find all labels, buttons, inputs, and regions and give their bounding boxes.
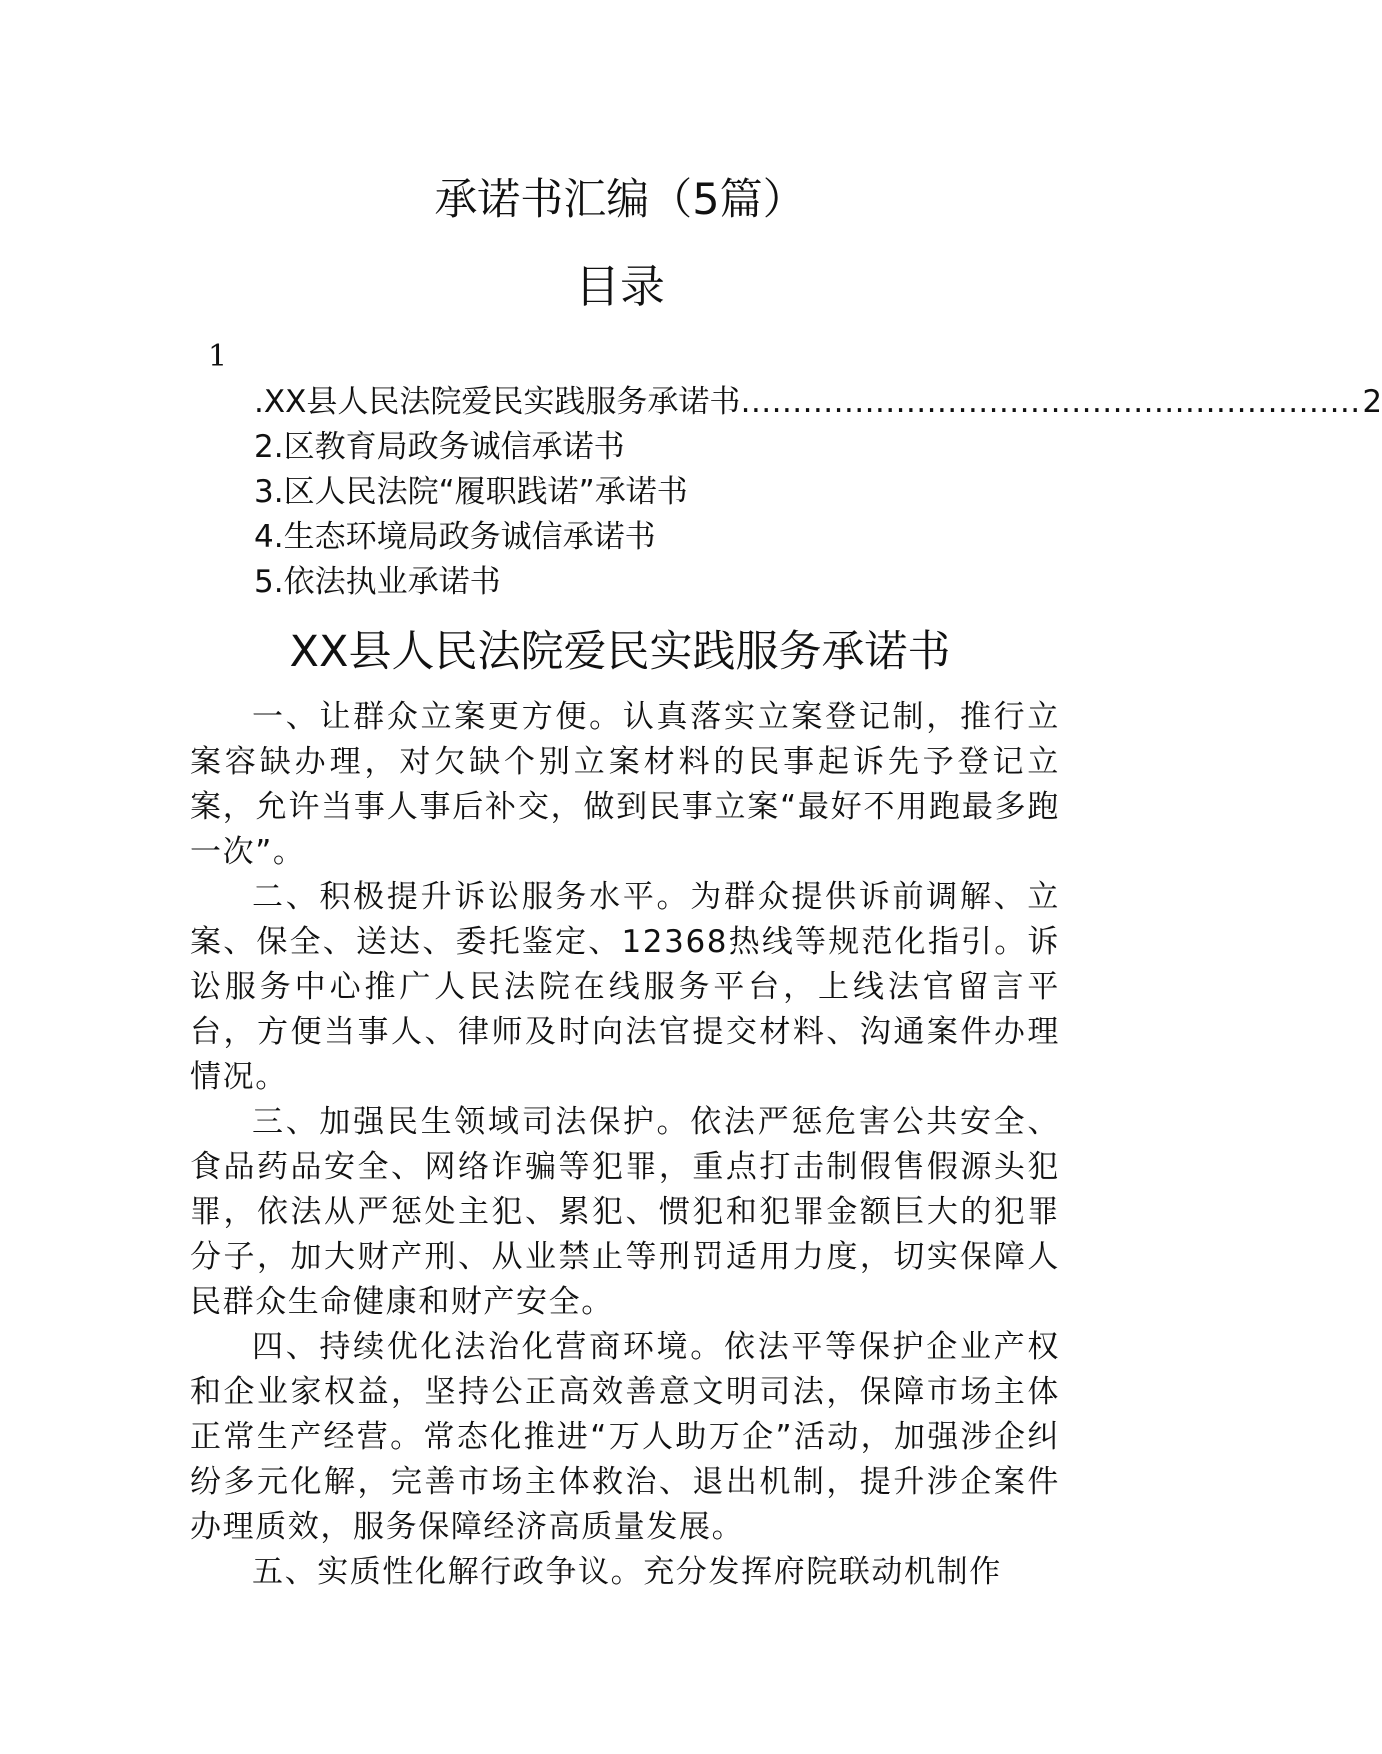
document-title: 承诺书汇编（5篇） <box>434 175 806 225</box>
toc-item-4[interactable] <box>254 515 1054 560</box>
toc-item-5[interactable] <box>254 560 1054 605</box>
page-marker: 1 <box>208 339 228 374</box>
body-paragraph: 四、持续优化法治化营商环境。依法平等保护企业产权和企业家权益，坚持公正高效善意文明司法，保障市场主体正常生产经营。常态化推进“万人助万企”活动，加强涉企纠纷多元化解，完善市场主体救治、退出机制，提升涉企案件办理质效，服务保障经济高质量发展。 <box>190 1329 1060 1545</box>
toc-item-label: 5.依法执业承诺书 <box>254 564 501 600</box>
toc-item-label: 2.区教育局政务诚信承诺书 <box>254 429 625 465</box>
section-title: XX县人民法院爱民实践服务承诺书 <box>289 627 951 677</box>
body-paragraph: 一、让群众立案更方便。认真落实立案登记制，推行立案容缺办理，对欠缺个别立案材料的民事起诉先予登记立案，允许当事人事后补交，做到民事立案“最好不用跑最多跑一次”。 <box>190 699 1060 870</box>
toc-heading: 目录 <box>574 260 665 313</box>
toc-item-label: 4.生态环境局政务诚信承诺书 <box>254 519 656 555</box>
body-paragraph: 三、加强民生领域司法保护。依法严惩危害公共安全、食品药品安全、网络诈骗等犯罪，重点打击制假售假源头犯罪，依法从严惩处主犯、累犯、惯犯和犯罪金额巨大的犯罪分子，加大财产刑、从业禁止等刑罚适用力度，切实保障人民群众生命健康和财产安全。 <box>190 1104 1060 1320</box>
body-paragraph: 二、积极提升诉讼服务水平。为群众提供诉前调解、立案、保全、送达、委托鉴定、12368热线等规范化指引。诉讼服务中心推广人民法院在线服务平台，上线法官留言平台，方便当事人、律师及时向法官提交材料、沟通案件办理情况。 <box>190 879 1060 1095</box>
toc-item-label: 3.区人民法院“履职践诺”承诺书 <box>254 474 688 510</box>
body-paragraph: 五、实质性化解行政争议。充分发挥府院联动机制作 <box>252 1554 1002 1590</box>
table-of-contents <box>254 380 1382 605</box>
toc-item-1[interactable] <box>254 380 1382 425</box>
toc-item-2[interactable] <box>254 425 1054 470</box>
section-body <box>190 695 1060 1595</box>
toc-leader-dots: …………………………………………………… <box>740 384 1361 420</box>
toc-item-3[interactable] <box>254 470 1054 515</box>
toc-item-page: 2 <box>1362 384 1382 420</box>
toc-item-label: .XX县人民法院爱民实践服务承诺书 <box>254 384 741 420</box>
